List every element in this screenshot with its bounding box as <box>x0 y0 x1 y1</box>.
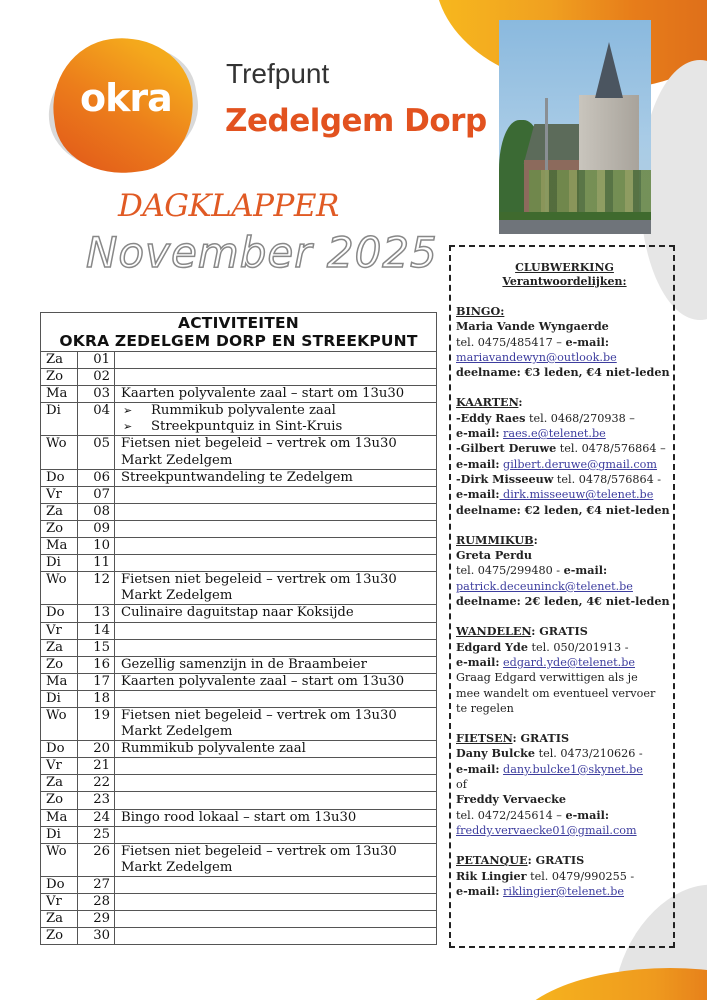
activity-bullet-item <box>121 419 432 435</box>
activity-line: Markt Zedelgem <box>121 724 233 740</box>
activity-weekday: Di <box>41 690 78 707</box>
activity-line: Kaarten polyvalente zaal – start om 13u30 <box>121 673 405 689</box>
fietsen-contact2-tel: tel. 0472/245614 – <box>456 808 566 822</box>
kaarten-contact2-tel: tel. 0478/576864 – <box>556 442 666 456</box>
activity-line: Streekpuntwandeling te Zedelgem <box>121 469 353 485</box>
fietsen-label: FIETSEN <box>456 731 513 746</box>
activity-date: 22 <box>78 775 115 792</box>
activity-line: Fietsen niet begeleid – vertrek om 13u30 <box>121 436 397 452</box>
petanque-label: PETANQUE <box>456 853 528 868</box>
clubwerking-box <box>449 245 675 948</box>
activity-line: Fietsen niet begeleid – vertrek om 13u30 <box>121 572 397 588</box>
activity-description <box>115 386 437 403</box>
activity-row <box>41 469 437 486</box>
bingo-email-link[interactable]: mariavandewyn@outlook.be <box>456 350 617 364</box>
activity-row <box>41 639 437 656</box>
activity-description <box>115 876 437 893</box>
rummikub-label: RUMMIKUB <box>456 532 534 547</box>
activity-date: 27 <box>78 876 115 893</box>
wandelen-suffix: : GRATIS <box>531 624 588 639</box>
kaarten-contact1-name: -Eddy Raes <box>456 410 526 425</box>
rummikub-colon: : <box>533 532 538 547</box>
activity-line: Markt Zedelgem <box>121 452 233 468</box>
photo-church-spire <box>595 42 623 98</box>
activity-weekday: Zo <box>41 928 78 945</box>
activity-description <box>115 486 437 503</box>
kaarten-contact1-tel: tel. 0468/270938 – <box>525 411 635 425</box>
rummikub-email-link[interactable]: patrick.deceuninck@telenet.be <box>456 579 633 593</box>
header-subtitle: Trefpunt <box>226 58 330 89</box>
activity-line: Bingo rood lokaal – start om 13u30 <box>121 809 357 825</box>
rummikub-fee: deelname: 2€ leden, 4€ niet-leden <box>456 594 670 609</box>
church-photo <box>499 20 651 234</box>
activity-weekday: Ma <box>41 386 78 403</box>
activity-date: 28 <box>78 894 115 911</box>
activity-date: 25 <box>78 826 115 843</box>
logo-text: okra <box>80 76 172 120</box>
kaarten-email-label: e-mail: <box>456 487 500 502</box>
activity-weekday: Wo <box>41 707 78 740</box>
activity-row <box>41 403 437 436</box>
activity-weekday: Di <box>41 403 78 436</box>
activity-date: 08 <box>78 503 115 520</box>
activity-weekday: Za <box>41 775 78 792</box>
activity-description <box>115 928 437 945</box>
activity-description <box>115 911 437 928</box>
activity-line: Gezellig samenzijn in de Braambeier <box>121 656 367 672</box>
activity-row <box>41 707 437 740</box>
activity-description <box>115 403 437 436</box>
activity-description <box>115 741 437 758</box>
activity-date: 23 <box>78 792 115 809</box>
activity-row <box>41 538 437 555</box>
clubwerking-subtitle: Verantwoordelijken: <box>502 275 627 288</box>
activity-line: Markt Zedelgem <box>121 859 233 875</box>
activity-description <box>115 758 437 775</box>
activity-row <box>41 758 437 775</box>
activity-date: 17 <box>78 673 115 690</box>
activity-description <box>115 639 437 656</box>
activity-description <box>115 809 437 826</box>
kaarten-contact2-name: -Gilbert Deruwe <box>456 441 557 456</box>
petanque-email-link[interactable]: riklingier@telenet.be <box>503 884 624 898</box>
activity-row <box>41 928 437 945</box>
kaarten-contact3-name: -Dirk Misseeuw <box>456 471 554 486</box>
activity-row <box>41 369 437 386</box>
activity-description <box>115 572 437 605</box>
activity-description <box>115 792 437 809</box>
activity-date: 16 <box>78 656 115 673</box>
activity-row <box>41 876 437 893</box>
activity-date: 10 <box>78 538 115 555</box>
activity-date: 19 <box>78 707 115 740</box>
activity-weekday: Za <box>41 503 78 520</box>
activity-weekday: Za <box>41 639 78 656</box>
activity-row <box>41 741 437 758</box>
section-kaarten <box>456 395 673 517</box>
activity-date: 09 <box>78 520 115 537</box>
activity-description <box>115 352 437 369</box>
kaarten-colon: : <box>518 395 523 410</box>
wandelen-email-link[interactable]: edgard.yde@telenet.be <box>503 655 635 669</box>
activity-date: 30 <box>78 928 115 945</box>
activity-weekday: Do <box>41 876 78 893</box>
activity-row <box>41 503 437 520</box>
activity-row <box>41 436 437 469</box>
activity-description <box>115 690 437 707</box>
activity-row <box>41 792 437 809</box>
kaarten-label: KAARTEN <box>456 395 519 410</box>
activity-weekday: Wo <box>41 572 78 605</box>
activity-description <box>115 436 437 469</box>
activity-line: Kaarten polyvalente zaal – start om 13u30 <box>121 386 405 402</box>
activity-date: 03 <box>78 386 115 403</box>
activity-row <box>41 775 437 792</box>
section-petanque <box>456 853 673 899</box>
rummikub-email-label: e-mail: <box>563 563 608 578</box>
activity-row <box>41 809 437 826</box>
activity-row <box>41 486 437 503</box>
arrow-bullet-icon: ➢ <box>123 420 133 434</box>
activity-row <box>41 555 437 572</box>
activity-weekday: Do <box>41 605 78 622</box>
activity-description <box>115 369 437 386</box>
activity-description <box>115 826 437 843</box>
bingo-tel: tel. 0475/485417 – <box>456 335 566 349</box>
fietsen-contact1-name: Dany Bulcke <box>456 746 536 761</box>
rummikub-contact-name: Greta Perdu <box>456 548 532 563</box>
activity-row <box>41 622 437 639</box>
fietsen-contact2-email-link[interactable]: freddy.vervaecke01@gmail.com <box>456 823 637 837</box>
section-wandelen <box>456 624 673 716</box>
activity-line: Rummikub polyvalente zaal <box>121 741 306 757</box>
activity-bullet-item <box>121 403 432 419</box>
petanque-suffix: : GRATIS <box>527 853 585 868</box>
wandelen-note: Graag Edgard verwittigen als je mee wandelt om eventueel vervoer te regelen <box>456 671 656 715</box>
header-title: Zedelgem Dorp <box>225 103 487 139</box>
fietsen-contact2-name: Freddy Vervaecke <box>456 792 567 807</box>
activity-description <box>115 673 437 690</box>
activity-row <box>41 843 437 876</box>
fietsen-contact1-email-link[interactable]: dany.bulcke1@skynet.be <box>503 762 643 776</box>
activity-weekday: Za <box>41 911 78 928</box>
activity-date: 20 <box>78 741 115 758</box>
decorative-orange-shape-bottom <box>510 968 707 1000</box>
activity-weekday: Vr <box>41 486 78 503</box>
bingo-contact-name: Maria Vande Wyngaerde <box>456 319 609 334</box>
activity-row <box>41 673 437 690</box>
bingo-label: BINGO: <box>456 304 505 318</box>
fietsen-suffix: : GRATIS <box>512 731 570 746</box>
activity-weekday: Wo <box>41 843 78 876</box>
section-rummikub <box>456 533 673 609</box>
fietsen-email-label: e-mail: <box>456 761 500 776</box>
activity-date: 01 <box>78 352 115 369</box>
activity-row <box>41 520 437 537</box>
petanque-contact-name: Rik Lingier <box>456 868 527 883</box>
activity-date: 05 <box>78 436 115 469</box>
photo-road <box>499 220 651 234</box>
fietsen-or: of <box>456 778 467 792</box>
activity-row <box>41 656 437 673</box>
activity-line: Fietsen niet begeleid – vertrek om 13u30 <box>121 843 397 859</box>
activities-heading-line2: OKRA ZEDELGEM DORP EN STREEKPUNT <box>59 332 418 350</box>
okra-logo <box>48 38 198 178</box>
petanque-tel: tel. 0479/990255 - <box>526 869 635 883</box>
activity-bullet-text: Streekpuntquiz in Sint-Kruis <box>151 419 343 435</box>
activity-weekday: Ma <box>41 673 78 690</box>
activity-date: 24 <box>78 809 115 826</box>
activity-weekday: Di <box>41 555 78 572</box>
activity-description <box>115 775 437 792</box>
activity-date: 11 <box>78 555 115 572</box>
kaarten-fee: deelname: €2 leden, €4 niet-leden <box>456 502 670 517</box>
activity-weekday: Di <box>41 826 78 843</box>
wandelen-email-label: e-mail: <box>456 654 500 669</box>
fietsen-email-label: e-mail: <box>565 807 609 822</box>
activity-row <box>41 605 437 622</box>
activity-weekday: Do <box>41 469 78 486</box>
petanque-email-label: e-mail: <box>456 883 500 898</box>
activity-row <box>41 690 437 707</box>
kaarten-email-label: e-mail: <box>456 456 500 471</box>
activity-weekday: Do <box>41 741 78 758</box>
activity-date: 04 <box>78 403 115 436</box>
kaarten-email-label: e-mail: <box>456 426 500 441</box>
activity-description <box>115 503 437 520</box>
activity-date: 21 <box>78 758 115 775</box>
kaarten-contact2-email-link[interactable]: gilbert.deruwe@gmail.com <box>503 457 658 471</box>
activity-weekday: Zo <box>41 792 78 809</box>
activity-weekday: Zo <box>41 369 78 386</box>
activity-weekday: Zo <box>41 520 78 537</box>
clubwerking-title: CLUBWERKING <box>515 261 614 274</box>
activity-date: 12 <box>78 572 115 605</box>
wandelen-label: WANDELEN <box>456 624 532 639</box>
activity-weekday: Ma <box>41 538 78 555</box>
activity-line: Culinaire daguitstap naar Koksijde <box>121 605 354 621</box>
activity-description <box>115 622 437 639</box>
bingo-email-label: e-mail: <box>565 334 609 349</box>
activity-row <box>41 894 437 911</box>
activity-description <box>115 894 437 911</box>
activity-date: 15 <box>78 639 115 656</box>
activity-description <box>115 469 437 486</box>
activity-row <box>41 352 437 369</box>
activity-description <box>115 538 437 555</box>
activity-weekday: Wo <box>41 436 78 469</box>
activity-description <box>115 555 437 572</box>
bingo-fee: deelname: €3 leden, €4 niet-leden <box>456 365 670 380</box>
activity-weekday: Vr <box>41 622 78 639</box>
activity-bullet-text: Rummikub polyvalente zaal <box>151 403 336 419</box>
kaarten-contact3-tel: tel. 0478/576864 - <box>553 472 662 486</box>
activity-weekday: Vr <box>41 758 78 775</box>
activity-weekday: Vr <box>41 894 78 911</box>
kaarten-contact1-email-link[interactable]: raes.e@telenet.be <box>503 427 606 441</box>
activities-heading-line1: ACTIVITEITEN <box>178 314 299 332</box>
arrow-bullet-icon: ➢ <box>123 404 133 418</box>
activity-row <box>41 826 437 843</box>
activity-row <box>41 386 437 403</box>
activity-date: 29 <box>78 911 115 928</box>
activity-date: 14 <box>78 622 115 639</box>
section-fietsen <box>456 731 673 838</box>
document-title: DAGKLAPPER <box>118 188 339 224</box>
activities-heading <box>41 313 437 352</box>
activity-weekday: Ma <box>41 809 78 826</box>
activity-description <box>115 520 437 537</box>
activities-table <box>40 312 437 945</box>
wandelen-tel: tel. 050/201913 - <box>527 640 629 654</box>
activity-date: 13 <box>78 605 115 622</box>
month-title: November 2025 <box>86 228 438 277</box>
section-bingo <box>456 304 673 380</box>
activity-row <box>41 911 437 928</box>
activity-description <box>115 707 437 740</box>
activity-date: 18 <box>78 690 115 707</box>
fietsen-contact1-tel: tel. 0473/210626 - <box>535 747 643 761</box>
wandelen-contact-name: Edgard Yde <box>456 639 528 654</box>
activity-date: 07 <box>78 486 115 503</box>
kaarten-contact3-email-link[interactable]: dirk.misseeuw@telenet.be <box>499 488 654 502</box>
activity-date: 06 <box>78 469 115 486</box>
activity-description <box>115 843 437 876</box>
activity-description <box>115 656 437 673</box>
activities-body <box>41 352 437 945</box>
activity-line: Markt Zedelgem <box>121 588 233 604</box>
activity-row <box>41 572 437 605</box>
rummikub-tel: tel. 0475/299480 - <box>456 564 564 578</box>
activity-weekday: Za <box>41 352 78 369</box>
activity-date: 26 <box>78 843 115 876</box>
activity-weekday: Zo <box>41 656 78 673</box>
activity-line: Fietsen niet begeleid – vertrek om 13u30 <box>121 707 397 723</box>
activity-description <box>115 605 437 622</box>
activity-date: 02 <box>78 369 115 386</box>
